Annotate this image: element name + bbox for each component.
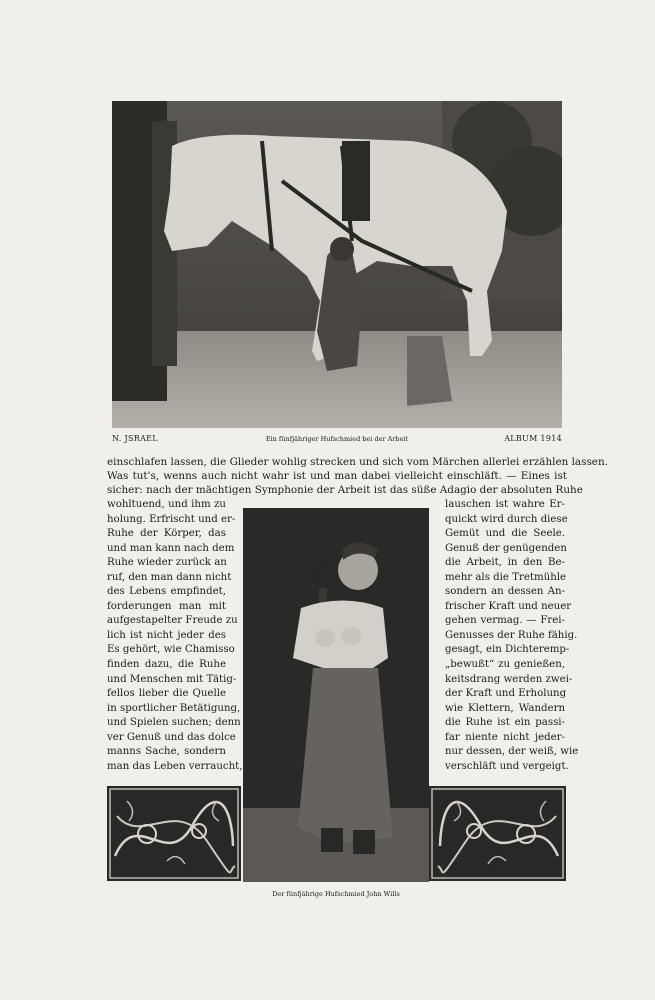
left-column-line: des Lebens empfindet, bbox=[107, 586, 226, 598]
right-column-line: wie Klettern, Wandern bbox=[445, 702, 565, 714]
right-column-line: Genusses der Ruhe fähig. bbox=[445, 629, 578, 641]
left-column-line: und man kann nach dem bbox=[107, 542, 235, 554]
body-line-3: sicher: nach der mächtigen Symphonie der Arbeit ist das süße Adagio der absoluten Ruhe bbox=[107, 484, 583, 496]
right-column-line: far niente nicht jeder- bbox=[445, 731, 565, 743]
left-column-line: und Menschen mit Tätig- bbox=[107, 673, 237, 685]
child-blacksmith-photo bbox=[243, 508, 429, 882]
right-column-line: keitsdrang werden zwei- bbox=[445, 673, 573, 685]
right-column-line: die Arbeit, in den Be- bbox=[445, 557, 565, 569]
right-column-line: sondern an dessen An- bbox=[445, 586, 565, 598]
left-text-column bbox=[107, 498, 243, 774]
horse-photo bbox=[112, 101, 562, 428]
left-column-line: manns Sache, sondern bbox=[107, 746, 226, 758]
left-column-line: Ruhe der Körper, das bbox=[107, 528, 226, 540]
right-column-line: der Kraft und Erholung bbox=[445, 688, 567, 700]
right-column-line: mehr als die Tretmühle bbox=[445, 571, 567, 583]
left-column-line: Ruhe wieder zurück an bbox=[107, 557, 227, 569]
body-line-1: einschlafen lassen, die Glieder wohlig strecken und sich vom Märchen allerlei erzählen lassen. bbox=[107, 456, 608, 468]
right-column-line: Gemüt und die Seele. bbox=[445, 528, 565, 540]
left-column-line: lich ist nicht jeder des bbox=[107, 629, 226, 641]
right-column-line: frischer Kraft und neuer bbox=[445, 600, 572, 612]
right-column-line: quickt wird durch diese bbox=[445, 513, 568, 525]
left-column-line: in sportlicher Betätigung, bbox=[107, 702, 241, 714]
album-label: ALBUM 1914 bbox=[504, 434, 562, 443]
right-column-line: nur dessen, der weiß, wie bbox=[445, 746, 579, 758]
right-column-line: gehen vermag. — Frei- bbox=[445, 615, 565, 627]
floral-ornament-left bbox=[107, 786, 241, 881]
left-column-line: Es gehört, wie Chamisso bbox=[107, 644, 235, 656]
author-credit: N. JSRAEL bbox=[112, 434, 158, 443]
left-column-line: fellos lieber die Quelle bbox=[107, 688, 226, 700]
body-line-2: Was tut's, wenns auch nicht wahr ist und man dabei vielleicht einschläft. — Eines ist bbox=[107, 470, 567, 482]
left-column-line: holung. Erfrischt und er- bbox=[107, 513, 236, 525]
left-column-line: forderungen man mit bbox=[107, 600, 226, 612]
right-column-line: Genuß der genügenden bbox=[445, 542, 567, 554]
right-column-line: „bewußt“ zu genießen, bbox=[445, 659, 565, 671]
left-column-line: aufgestapelter Freude zu bbox=[107, 615, 238, 627]
right-text-column bbox=[445, 498, 579, 774]
floral-ornament-right bbox=[429, 786, 566, 881]
right-column-line: lauschen ist wahre Er- bbox=[445, 499, 565, 510]
left-column-line: man das Leben verraucht, bbox=[107, 760, 243, 772]
left-column-line: ruf, den man dann nicht bbox=[107, 571, 232, 583]
left-column-line: wohltuend, und ihm zu bbox=[107, 499, 226, 510]
header-caption-row bbox=[112, 432, 562, 446]
top-photo-caption: Ein fünfjähriger Hufschmied bei der Arbeit bbox=[265, 435, 409, 443]
right-column-line: verschläft und vergeigt. bbox=[445, 760, 569, 772]
right-column-line: die Ruhe ist ein passi- bbox=[445, 717, 565, 729]
right-column-line: gesagt, ein Dichteremp- bbox=[445, 644, 570, 656]
left-column-line: finden dazu, die Ruhe bbox=[107, 659, 226, 671]
left-column-line: ver Genuß und das dolce bbox=[107, 731, 236, 743]
bottom-photo-caption: Der fünfjährige Hufschmied John Wills bbox=[272, 890, 400, 898]
left-column-line: und Spielen suchen; denn bbox=[107, 717, 241, 729]
